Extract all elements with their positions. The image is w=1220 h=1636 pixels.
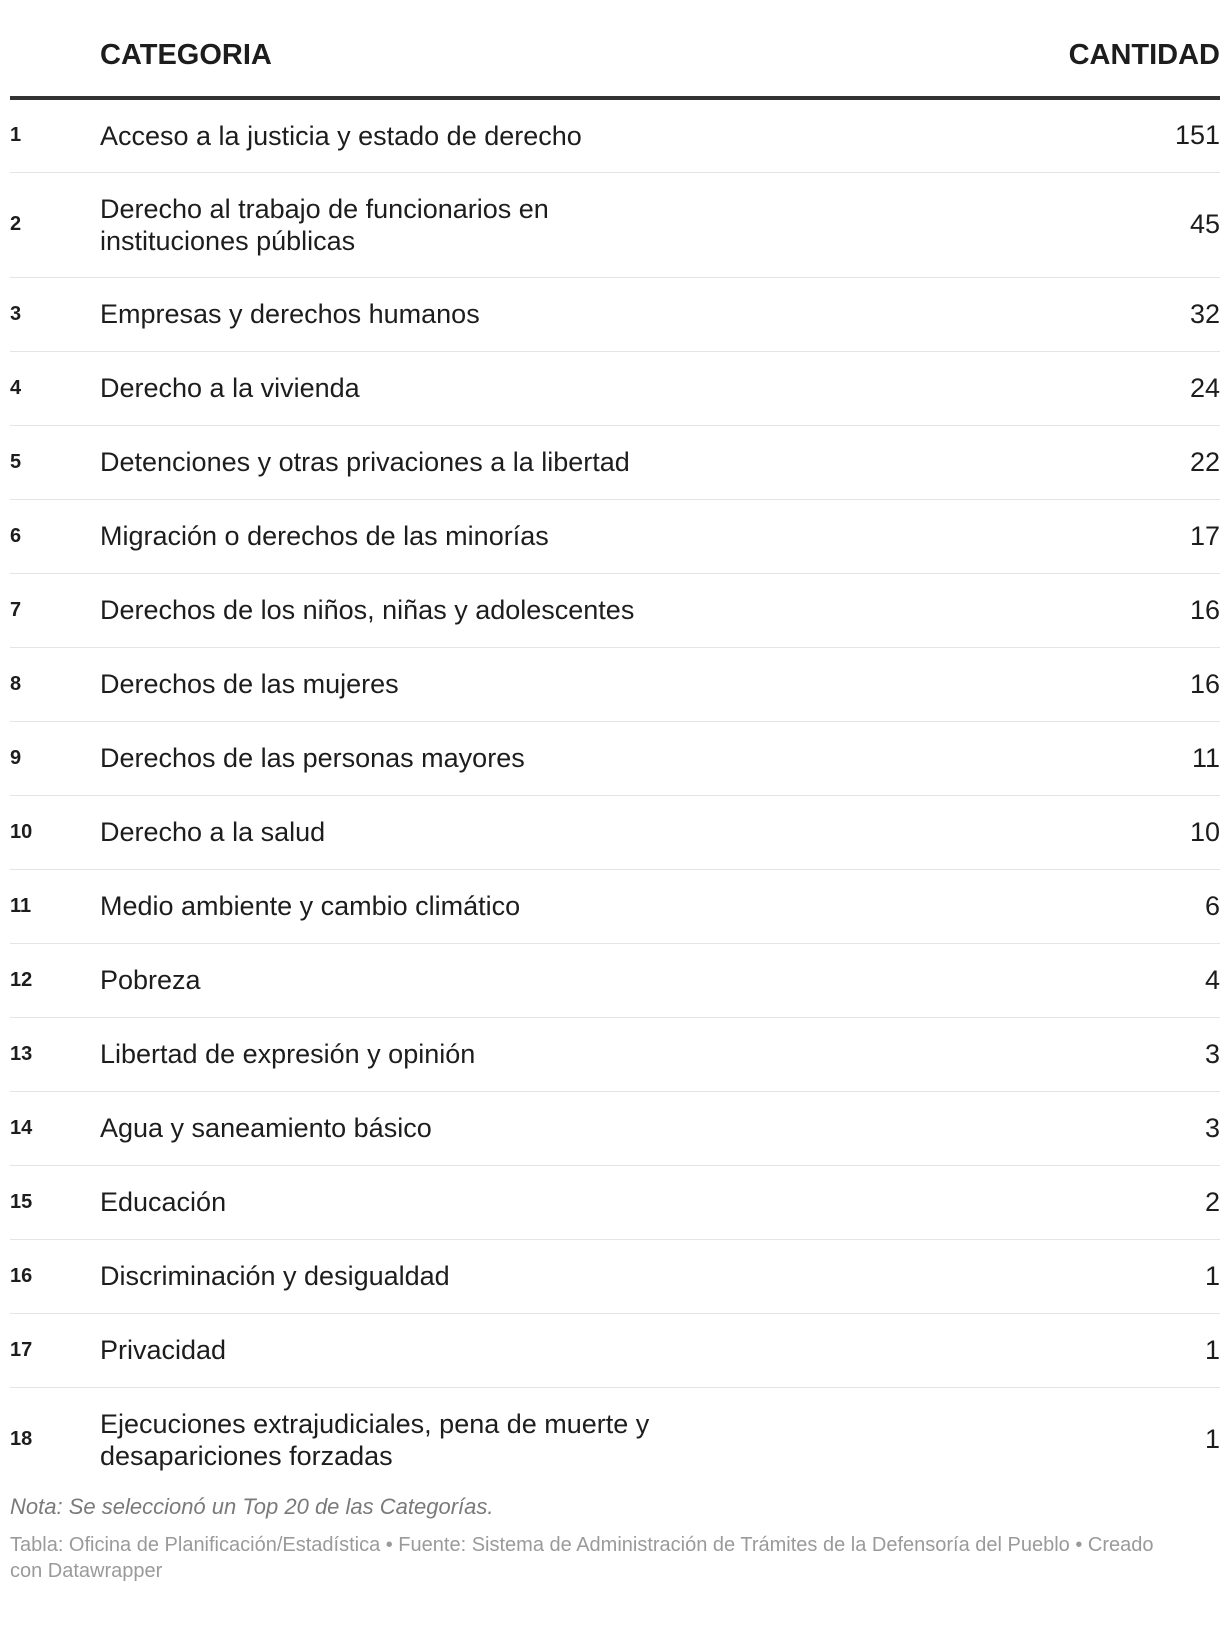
row-category-cell bbox=[100, 172, 1020, 277]
row-category-cell bbox=[100, 573, 1020, 647]
row-value: 11 bbox=[1020, 721, 1220, 795]
row-value: 45 bbox=[1020, 172, 1220, 277]
row-rank: 11 bbox=[10, 869, 100, 943]
table-container bbox=[10, 0, 1220, 1492]
row-value: 10 bbox=[1020, 795, 1220, 869]
row-category: Privacidad bbox=[100, 1335, 227, 1365]
row-category-cell bbox=[100, 869, 1020, 943]
row-rank: 2 bbox=[10, 172, 100, 277]
table-row bbox=[10, 1091, 1220, 1165]
table-body bbox=[10, 98, 1220, 1492]
row-value: 2 bbox=[1020, 1165, 1220, 1239]
row-category-cell bbox=[100, 1017, 1020, 1091]
row-category: Derecho a la vivienda bbox=[100, 373, 360, 403]
row-category-cell bbox=[100, 98, 1020, 172]
row-value: 16 bbox=[1020, 647, 1220, 721]
header-categoria[interactable]: CATEGORIA bbox=[100, 0, 1020, 98]
table-row bbox=[10, 277, 1220, 351]
table-row bbox=[10, 351, 1220, 425]
row-rank: 12 bbox=[10, 943, 100, 1017]
row-category-cell bbox=[100, 795, 1020, 869]
row-category: Derecho a la salud bbox=[100, 817, 326, 847]
row-category: Medio ambiente y cambio climático bbox=[100, 891, 521, 921]
row-category-cell bbox=[100, 721, 1020, 795]
row-rank: 15 bbox=[10, 1165, 100, 1239]
row-category-cell bbox=[100, 1313, 1020, 1387]
row-category: Derechos de las mujeres bbox=[100, 669, 399, 699]
header-rank bbox=[10, 0, 100, 98]
header-cantidad[interactable]: CANTIDAD bbox=[1020, 0, 1220, 98]
row-value: 3 bbox=[1020, 1091, 1220, 1165]
row-category: Derecho al trabajo de funcionarios en instituciones públicas bbox=[100, 193, 549, 256]
table-row bbox=[10, 869, 1220, 943]
table-row bbox=[10, 943, 1220, 1017]
row-category: Educación bbox=[100, 1187, 227, 1217]
row-value: 1 bbox=[1204, 1424, 1220, 1455]
table-row bbox=[10, 425, 1220, 499]
row-category: Agua y saneamiento básico bbox=[100, 1113, 432, 1143]
row-category-cell bbox=[100, 943, 1020, 1017]
row-category-cell bbox=[100, 425, 1020, 499]
table-note: Nota: Se seleccionó un Top 20 de las Categorías. bbox=[10, 1494, 494, 1519]
row-category: Ejecuciones extrajudiciales, pena de muerte y desapariciones forzadas bbox=[100, 1408, 650, 1471]
row-category-cell bbox=[100, 351, 1020, 425]
table-row bbox=[10, 795, 1220, 869]
row-category-cell bbox=[100, 1091, 1020, 1165]
row-category-cell bbox=[100, 1239, 1020, 1313]
row-value: 1 bbox=[1020, 1313, 1220, 1387]
row-rank: 4 bbox=[10, 351, 100, 425]
row-value: 16 bbox=[1020, 573, 1220, 647]
row-rank: 3 bbox=[10, 277, 100, 351]
row-category: Derechos de las personas mayores bbox=[100, 743, 525, 773]
row-category-cell bbox=[100, 1165, 1020, 1239]
row-value: 151 bbox=[1020, 98, 1220, 172]
row-category-cell bbox=[100, 277, 1020, 351]
table-row bbox=[10, 721, 1220, 795]
category-table bbox=[10, 0, 1220, 1492]
row-rank: 7 bbox=[10, 573, 100, 647]
row-rank: 18 bbox=[10, 1428, 33, 1451]
row-category-cell bbox=[100, 499, 1020, 573]
row-value: 6 bbox=[1020, 869, 1220, 943]
table-row bbox=[10, 499, 1220, 573]
table-row bbox=[10, 573, 1220, 647]
row-value: 22 bbox=[1020, 425, 1220, 499]
row-rank: 6 bbox=[10, 499, 100, 573]
row-value: 24 bbox=[1020, 351, 1220, 425]
row-category: Derechos de los niños, niñas y adolescentes bbox=[100, 595, 635, 625]
row-rank: 8 bbox=[10, 647, 100, 721]
row-rank: 17 bbox=[10, 1313, 100, 1387]
row-value: 1 bbox=[1020, 1239, 1220, 1313]
row-value: 17 bbox=[1020, 499, 1220, 573]
table-header-row bbox=[10, 0, 1220, 98]
row-value: 3 bbox=[1020, 1017, 1220, 1091]
row-rank: 10 bbox=[10, 795, 100, 869]
table-row bbox=[10, 1387, 1220, 1492]
row-value: 32 bbox=[1020, 277, 1220, 351]
row-category: Empresas y derechos humanos bbox=[100, 299, 480, 329]
row-category-cell bbox=[100, 647, 1020, 721]
row-category: Acceso a la justicia y estado de derecho bbox=[100, 120, 582, 151]
row-category: Pobreza bbox=[100, 965, 201, 995]
row-category: Libertad de expresión y opinión bbox=[100, 1039, 476, 1069]
table-row bbox=[10, 1017, 1220, 1091]
table-credits: Tabla: Oficina de Planificación/Estadística • Fuente: Sistema de Administración de Trámites de la Defensoría del Pueblo • Creado con Datawrapper bbox=[10, 1534, 1154, 1582]
table-row bbox=[10, 1165, 1220, 1239]
table-row bbox=[10, 647, 1220, 721]
table-row bbox=[10, 1313, 1220, 1387]
table-row bbox=[10, 172, 1220, 277]
row-category: Detenciones y otras privaciones a la libertad bbox=[100, 447, 630, 477]
table-row bbox=[10, 98, 1220, 172]
row-category: Discriminación y desigualdad bbox=[100, 1261, 450, 1291]
row-rank: 14 bbox=[10, 1091, 100, 1165]
row-category: Migración o derechos de las minorías bbox=[100, 521, 549, 551]
table-row bbox=[10, 1239, 1220, 1313]
row-category-cell bbox=[100, 1387, 1020, 1492]
row-rank: 13 bbox=[10, 1017, 100, 1091]
row-rank: 9 bbox=[10, 721, 100, 795]
row-rank: 1 bbox=[10, 98, 100, 172]
table-footer bbox=[10, 1494, 1190, 1584]
row-rank: 5 bbox=[10, 425, 100, 499]
row-rank: 16 bbox=[10, 1239, 100, 1313]
row-value: 4 bbox=[1020, 943, 1220, 1017]
